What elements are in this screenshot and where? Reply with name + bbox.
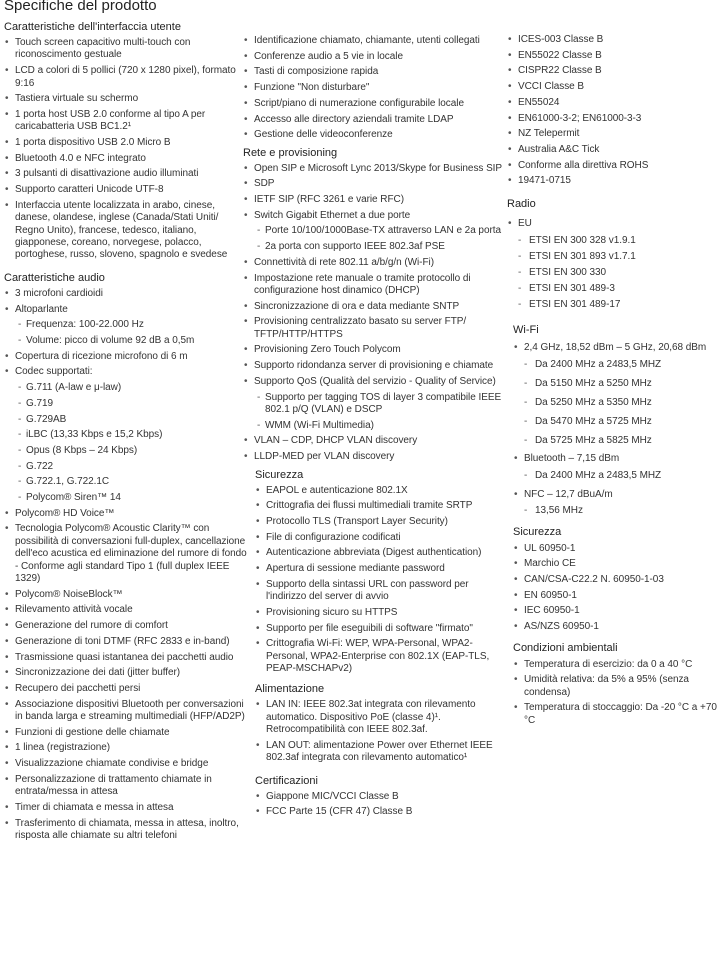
audio-features-list (4, 288, 247, 843)
list-item: • FCC Parte 15 (CFR 47) Classe B (243, 806, 509, 818)
list-item: • 3 pulsanti di disattivazione audio illuminati (4, 168, 247, 180)
list-item: • Provisioning Zero Touch Polycom (243, 344, 509, 356)
list-item: • Provisioning sicuro su HTTPS (243, 607, 509, 619)
ui-features-list (4, 37, 247, 262)
list-item: • Supporto QoS (Qualità del servizio - Quality of Service) (243, 376, 509, 388)
list-item: • Sincronizzazione di ora e data mediante SNTP (243, 301, 509, 313)
list-item: • Temperatura di stoccaggio: Da -20 °C a +70 °C (507, 702, 723, 727)
list-item: • LAN OUT: alimentazione Power over Ethernet IEEE 802.3af integrata con rilevamento automatico¹ (243, 740, 509, 765)
section-heading-wifi: Wi-Fi (513, 323, 539, 336)
section-heading-network: Rete e provisioning (243, 146, 338, 159)
list-item: • Umidità relativa: da 5% a 95% (senza condensa) (507, 674, 723, 699)
list-item: • EN55024 (507, 97, 723, 109)
list-item: • EN 60950-1 (507, 590, 723, 602)
section-heading-audio: Caratteristiche audio (4, 271, 105, 284)
list-subitem: - ETSI EN 300 330 (507, 267, 723, 279)
list-item: • Tasti di composizione rapida (243, 66, 509, 78)
list-item: • Protocollo TLS (Transport Layer Security) (243, 516, 509, 528)
list-item: • 1 linea (registrazione) (4, 742, 247, 754)
list-item: • CISPR22 Classe B (507, 65, 723, 77)
list-item: • Open SIP e Microsoft Lync 2013/Skype for Business SIP (243, 163, 509, 175)
list-item: • EAPOL e autenticazione 802.1X (243, 485, 509, 497)
wifi-list (507, 342, 723, 518)
list-item: • Crittografia Wi-Fi: WEP, WPA-Personal, WPA2-Personal, WPA2-Enterprise con 802.1X (EAP-TLS, PEAP-MSCHAPv2) (243, 638, 509, 675)
list-item: • Supporto caratteri Unicode UTF-8 (4, 184, 247, 196)
list-item: • Australia A&C Tick (507, 144, 723, 156)
list-subitem: - ETSI EN 301 489-3 (507, 283, 723, 295)
list-subitem: - Porte 10/100/1000Base-TX attraverso LAN e 2a porta (243, 225, 509, 237)
section-heading-power: Alimentazione (255, 683, 325, 696)
list-item: • EU (507, 218, 723, 230)
list-subitem: - Da 5725 MHz a 5825 MHz (507, 435, 723, 447)
page-title: Specifiche del prodotto (4, 0, 157, 14)
list-item: • Giappone MIC/VCCI Classe B (243, 791, 509, 803)
list-item: • Associazione dispositivi Bluetooth per conversazioni in banda larga e streaming multimediali (HFP/AD2P) (4, 699, 247, 724)
list-item: • AS/NZS 60950-1 (507, 621, 723, 633)
list-item: • VLAN – CDP, DHCP VLAN discovery (243, 435, 509, 447)
section-heading-security: Sicurezza (255, 468, 304, 481)
list-subitem: - 13,56 MHz (507, 505, 723, 517)
list-item: • Generazione di toni DTMF (RFC 2833 e in-band) (4, 636, 247, 648)
list-subitem: - 2a porta con supporto IEEE 802.3af PSE (243, 241, 509, 253)
list-item: • Bluetooth 4.0 e NFC integrato (4, 153, 247, 165)
section-heading-ui: Caratteristiche dell'interfaccia utente (4, 21, 181, 33)
list-item: • Gestione delle videoconferenze (243, 129, 509, 141)
list-item: • LLDP-MED per VLAN discovery (243, 451, 509, 463)
list-subitem: - iLBC (13,33 Kbps e 15,2 Kbps) (4, 429, 247, 441)
list-item: • Tecnologia Polycom® Acoustic Clarity™ con possibilità di conversazioni full-duplex, cancellazione dell'eco acustica ed eliminazione del rumore di fondo - Conforme agli standard Tipo 1 (full duplex IEEE 1329) (4, 523, 247, 585)
list-item: • Recupero dei pacchetti persi (4, 683, 247, 695)
list-item: • 19471-0715 (507, 175, 723, 187)
list-subitem: - Da 5150 MHz a 5250 MHz (507, 378, 723, 390)
list-item: • Switch Gigabit Ethernet a due porte (243, 210, 509, 222)
list-item: • Interfaccia utente localizzata in arabo, cinese, danese, olandese, inglese (Canada/Stati Uniti/ Regno Unito), francese, tedesco, italiano, giapponese, coreano, norvegese, polacco, portoghese, russo, sloveno, spagnolo e svedese (4, 200, 247, 262)
list-subitem: - G.722.1, G.722.1C (4, 476, 247, 488)
column-2 (243, 35, 509, 822)
list-item: • NFC – 12,7 dBuA/m (507, 489, 723, 501)
list-item: • Personalizzazione di trattamento chiamate in entrata/messa in attesa (4, 774, 247, 799)
list-subitem: - WMM (Wi-Fi Multimedia) (243, 420, 509, 432)
security-list (243, 485, 509, 676)
column-1 (4, 21, 247, 846)
list-item: • Tastiera virtuale su schermo (4, 93, 247, 105)
certifications-list-continued (507, 34, 723, 188)
list-item: • Visualizzazione chiamate condivise e bridge (4, 758, 247, 770)
list-item: • Generazione del rumore di comfort (4, 620, 247, 632)
section-heading-radio: Radio (507, 197, 536, 210)
list-item: • Sincronizzazione dei dati (jitter buffer) (4, 667, 247, 679)
call-features-list (243, 35, 509, 142)
list-item: • Rilevamento attività vocale (4, 604, 247, 616)
list-subitem: - Da 2400 MHz a 2483,5 MHZ (507, 359, 723, 371)
list-subitem: - Polycom® Siren™ 14 (4, 492, 247, 504)
certifications-list (243, 791, 509, 819)
list-item: • Script/piano di numerazione configurabile locale (243, 98, 509, 110)
list-item: • Conforme alla direttiva ROHS (507, 160, 723, 172)
list-item: • NZ Telepermit (507, 128, 723, 140)
list-subitem: - ETSI EN 301 489-17 (507, 299, 723, 311)
list-item: • LAN IN: IEEE 802.3at integrata con rilevamento automatico. Dispositivo PoE (classe 4)¹. Retrocompatibilità con IEEE 802.3af. (243, 699, 509, 736)
list-subitem: - G.729AB (4, 414, 247, 426)
list-subitem: - Da 5470 MHz a 5725 MHz (507, 416, 723, 428)
list-item: • Supporto per file eseguibili di software "firmato" (243, 623, 509, 635)
list-item: • 1 porta dispositivo USB 2.0 Micro B (4, 137, 247, 149)
list-item: • Funzione "Non disturbare" (243, 82, 509, 94)
list-item: • Connettività di rete 802.11 a/b/g/n (Wi-Fi) (243, 257, 509, 269)
power-list (243, 699, 509, 764)
list-item: • LCD a colori di 5 pollici (720 x 1280 pixel), formato 9:16 (4, 65, 247, 90)
list-item: • Touch screen capacitivo multi-touch con riconoscimento gestuale (4, 37, 247, 62)
section-heading-safety: Sicurezza (513, 525, 562, 538)
section-heading-certifications: Certificazioni (255, 774, 318, 787)
list-item: • Marchio CE (507, 558, 723, 570)
list-item: • IETF SIP (RFC 3261 e varie RFC) (243, 194, 509, 206)
list-item: • Trasferimento di chiamata, messa in attesa, inoltro, risposta alle chiamate su altri telefoni (4, 818, 247, 843)
list-subitem: - Volume: picco di volume 92 dB a 0,5m (4, 335, 247, 347)
column-3 (507, 34, 723, 730)
list-item: • CAN/CSA-C22.2 N. 60950-1-03 (507, 574, 723, 586)
list-subitem: - G.722 (4, 461, 247, 473)
list-item: • Supporto della sintassi URL con password per l'indirizzo del server di avvio (243, 579, 509, 604)
list-item: • Polycom® HD Voice™ (4, 508, 247, 520)
list-item: • Autenticazione abbreviata (Digest authentication) (243, 547, 509, 559)
list-item: • Temperatura di esercizio: da 0 a 40 °C (507, 659, 723, 671)
safety-list (507, 543, 723, 634)
section-heading-environment: Condizioni ambientali (513, 641, 618, 654)
list-item: • Altoparlante (4, 304, 247, 316)
list-item: • Polycom® NoiseBlock™ (4, 589, 247, 601)
list-subitem: - Da 2400 MHz a 2483,5 MHZ (507, 470, 723, 482)
list-item: • ICES-003 Classe B (507, 34, 723, 46)
list-subitem: - Frequenza: 100-22.000 Hz (4, 319, 247, 331)
list-subitem: - G.711 (A-law e μ-law) (4, 382, 247, 394)
list-subitem: - Supporto per tagging TOS di layer 3 compatibile IEEE 802.1 p/Q (VLAN) e DSCP (243, 392, 509, 417)
list-item: • 3 microfoni cardioidi (4, 288, 247, 300)
network-list (243, 163, 509, 464)
list-item: • VCCI Classe B (507, 81, 723, 93)
list-item: • IEC 60950-1 (507, 605, 723, 617)
list-subitem: - Opus (8 Kbps – 24 Kbps) (4, 445, 247, 457)
list-item: • Codec supportati: (4, 366, 247, 378)
list-item: • 2,4 GHz, 18,52 dBm – 5 GHz, 20,68 dBm (507, 342, 723, 354)
list-item: • 1 porta host USB 2.0 conforme al tipo A per caricabatteria USB BC1.2¹ (4, 109, 247, 134)
list-item: • Impostazione rete manuale o tramite protocollo di configurazione host dinamico (DHCP) (243, 273, 509, 298)
list-item: • EN55022 Classe B (507, 50, 723, 62)
list-item: • Conferenze audio a 5 vie in locale (243, 51, 509, 63)
list-item: • Copertura di ricezione microfono di 6 m (4, 351, 247, 363)
list-subitem: - Da 5250 MHz a 5350 MHz (507, 397, 723, 409)
list-subitem: - ETSI EN 301 893 v1.7.1 (507, 251, 723, 263)
list-item: • Provisioning centralizzato basato su server FTP/ TFTP/HTTP/HTTPS (243, 316, 509, 341)
list-item: • Bluetooth – 7,15 dBm (507, 453, 723, 465)
list-item: • EN61000-3-2; EN61000-3-3 (507, 113, 723, 125)
list-subitem: - ETSI EN 300 328 v1.9.1 (507, 235, 723, 247)
list-item: • Timer di chiamata e messa in attesa (4, 802, 247, 814)
list-item: • UL 60950-1 (507, 543, 723, 555)
radio-list (507, 218, 723, 312)
list-item: • Crittografia dei flussi multimediali tramite SRTP (243, 500, 509, 512)
list-item: • Funzioni di gestione delle chiamate (4, 727, 247, 739)
environment-list (507, 659, 723, 728)
list-item: • Identificazione chiamato, chiamante, utenti collegati (243, 35, 509, 47)
list-item: • Apertura di sessione mediante password (243, 563, 509, 575)
list-item: • Supporto ridondanza server di provisioning e chiamate (243, 360, 509, 372)
list-item: • SDP (243, 178, 509, 190)
list-subitem: - G.719 (4, 398, 247, 410)
list-item: • Accesso alle directory aziendali tramite LDAP (243, 114, 509, 126)
list-item: • File di configurazione codificati (243, 532, 509, 544)
list-item: • Trasmissione quasi istantanea dei pacchetti audio (4, 652, 247, 664)
